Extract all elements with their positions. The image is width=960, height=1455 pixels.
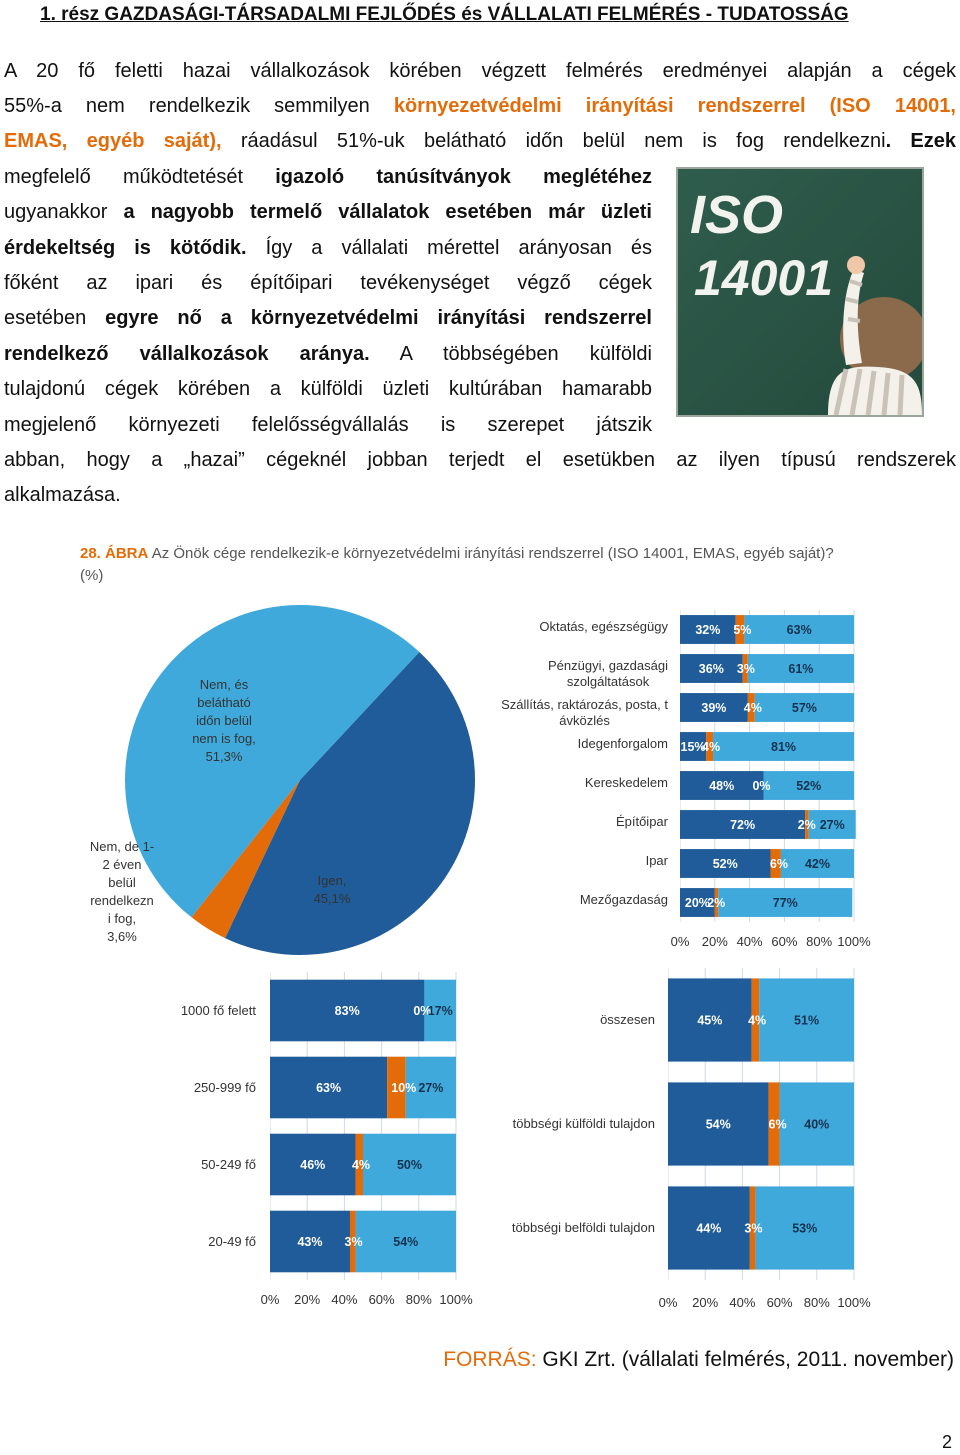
pie-label-line: Igen,: [317, 873, 347, 888]
data-label: 3%: [344, 1235, 363, 1249]
x-tick-label: 20%: [692, 1295, 719, 1310]
pie-label-line: nem is fog,: [192, 731, 256, 746]
x-tick-label: 80%: [405, 1292, 432, 1307]
data-label: 3%: [736, 662, 755, 676]
bold-run: érdekeltség is kötődik.: [4, 237, 247, 259]
figure-title: Az Önök cége rendelkezik-e környezetvédelmi irányítási rendszerrel (ISO 14001, EMAS, egyéb saját)?: [148, 545, 834, 562]
text-run: abban, hogy a „hazai” cégeknél jobban terjedt el esetükben az ilyen típusú rendszerek: [4, 449, 956, 471]
data-label: 6%: [769, 857, 788, 871]
text-line: [4, 372, 652, 407]
x-tick-label: 20%: [701, 934, 728, 949]
category-label-line: Kereskedelem: [584, 775, 668, 791]
pie-label-igen: [300, 872, 364, 908]
text-run: megfelelő működtetését: [4, 166, 276, 188]
pie-label-line: 45,1%: [313, 891, 351, 906]
x-tick-label: 0%: [670, 934, 690, 949]
data-label: 53%: [792, 1221, 818, 1236]
x-tick-label: 60%: [368, 1292, 395, 1307]
text-line: [4, 408, 652, 443]
category-label-line: Építőipar: [615, 814, 668, 830]
x-tick-label: 80%: [803, 1295, 830, 1310]
highlight-run: környezetvédelmi irányítási rendszerrel (ISO 14001,: [393, 95, 956, 117]
data-label: 40%: [804, 1117, 830, 1132]
source-text: GKI Zrt. (vállalati felmérés, 2011. november): [536, 1348, 954, 1371]
data-label: 15%: [680, 740, 706, 754]
category-label: [455, 1012, 655, 1028]
pie-label-line: 2 éven: [102, 857, 142, 872]
text-run: ráadásul 51%-uk belátható időn belül nem is fog rendelkezni: [221, 130, 886, 152]
pie-label-line: 51,3%: [205, 749, 243, 764]
chalkboard-illustration: [678, 169, 922, 415]
category-label-line: ávközlés: [559, 713, 610, 729]
data-label: 63%: [786, 623, 812, 637]
x-tick-label: 60%: [771, 934, 798, 949]
category-label: [501, 697, 668, 729]
text-line: [4, 266, 652, 301]
text-run: esetében: [4, 307, 106, 329]
data-label: 2%: [797, 818, 816, 832]
x-tick-label: 40%: [736, 934, 763, 949]
text-run: tulajdonú cégek körében a külföldi üzleti kultúrában hamarabb: [4, 378, 652, 400]
text-run: megjelenő környezeti felelősségvállalás is szerepet játszik: [4, 414, 652, 436]
category-label-line: 20-49 fő: [208, 1233, 256, 1249]
figure-unit: (%): [80, 567, 104, 584]
pie-label-line: időn belül: [196, 713, 252, 728]
data-label: 32%: [695, 623, 721, 637]
x-tick-label: 100%: [837, 1295, 871, 1310]
category-label: [468, 892, 668, 908]
child-hand: [847, 256, 865, 274]
text-line: [4, 160, 652, 195]
data-label: 63%: [316, 1081, 342, 1095]
category-label-line: Oktatás, egészségügy: [539, 619, 668, 635]
category-label-line: összesen: [600, 1012, 655, 1027]
data-label: 61%: [788, 662, 814, 676]
data-label: 4%: [351, 1158, 371, 1172]
data-label: 20%: [684, 896, 710, 910]
bold-run: . Ezek: [885, 130, 957, 152]
data-label: 72%: [730, 818, 756, 832]
text-line: [4, 89, 956, 124]
data-label: 27%: [418, 1081, 444, 1095]
category-label: [548, 658, 668, 690]
x-tick-label: 20%: [294, 1292, 321, 1307]
x-tick-label: 60%: [766, 1295, 793, 1310]
data-label: 50%: [396, 1158, 423, 1172]
category-label: [56, 1003, 256, 1019]
text-line: [4, 478, 956, 513]
category-label-line: többségi külföldi tulajdon: [512, 1116, 655, 1131]
text-run: ugyanakkor: [4, 201, 124, 223]
data-label: 43%: [297, 1235, 323, 1249]
chalk-text-14001: 14001: [694, 250, 834, 306]
data-label: 45%: [697, 1013, 723, 1028]
x-tick-label: 40%: [729, 1295, 756, 1310]
text-run: főként az ipari és építőipari tevékenységet végző cégek: [4, 272, 652, 294]
data-label: 51%: [794, 1013, 820, 1028]
data-label: 39%: [701, 701, 727, 715]
data-label: 57%: [791, 701, 817, 715]
category-label: [468, 736, 668, 752]
bold-run: rendelkező vállalkozások aránya.: [4, 343, 370, 365]
data-label: 17%: [427, 1004, 453, 1018]
source-note: [443, 1348, 954, 1372]
category-label: [56, 1080, 256, 1096]
category-label: [455, 1116, 655, 1132]
text-line: [4, 231, 652, 266]
data-label: 4%: [702, 740, 721, 754]
bold-run: egyre nő a környezetvédelmi irányítási rendszerrel: [105, 307, 652, 329]
data-label: 6%: [768, 1117, 787, 1132]
category-label-line: Szállítás, raktározás, posta, t: [501, 697, 668, 713]
text-line: [4, 301, 652, 336]
category-label: [468, 775, 668, 791]
iso-chalkboard-photo: [676, 167, 924, 417]
data-label: 27%: [819, 818, 845, 832]
category-label: [468, 619, 668, 635]
x-tick-label: 0%: [260, 1292, 280, 1307]
data-label: 36%: [698, 662, 724, 676]
text-run: Így a vállalati mérettel arányosan és: [246, 237, 652, 259]
category-label: [56, 1157, 256, 1173]
figure-number: 28. ÁBRA: [80, 545, 149, 562]
category-label-line: Ipar: [645, 853, 668, 869]
page-heading: 1. rész GAZDASÁGI-TÁRSADALMI FEJLŐDÉS és VÁLLALATI FELMÉRÉS - TUDATOSSÁG: [40, 4, 849, 25]
data-label: 0%: [752, 779, 771, 793]
chalk-text-iso: ISO: [690, 185, 784, 245]
data-label: 81%: [771, 740, 797, 754]
category-label-line: többségi belföldi tulajdon: [511, 1220, 655, 1235]
pie-label-line: Nem, és: [199, 677, 249, 692]
category-label: [56, 1234, 256, 1250]
data-label: 42%: [804, 857, 830, 871]
pie-label-line: Nem, de 1-: [89, 839, 155, 854]
category-label-line: szolgáltatások: [566, 674, 650, 690]
data-label: 0%: [413, 1004, 432, 1018]
data-label: 44%: [696, 1221, 722, 1236]
data-label: 54%: [393, 1235, 419, 1249]
category-label-line: Idegenforgalom: [577, 736, 668, 752]
source-label: FORRÁS:: [443, 1348, 537, 1371]
stacked-bar-chart-sector: [680, 610, 856, 924]
pie-label-nem-es: [178, 676, 270, 766]
figure-caption: [80, 543, 834, 587]
pie-label-line: belül: [108, 875, 136, 890]
category-label-line: 1000 fő felett: [180, 1002, 256, 1018]
pie-label-line: rendelkezn: [90, 893, 154, 908]
category-label: [468, 814, 668, 830]
data-label: 48%: [709, 779, 735, 793]
text-line: [4, 443, 956, 478]
data-label: 83%: [334, 1004, 360, 1018]
data-label: 4%: [748, 1013, 767, 1028]
data-label: 52%: [796, 779, 822, 793]
category-label-line: Pénzügyi, gazdasági: [548, 658, 668, 674]
text-line: [4, 195, 652, 230]
text-line: [4, 124, 956, 159]
x-tick-label: 0%: [658, 1295, 678, 1310]
stacked-bar-chart-owner: [668, 968, 856, 1282]
x-tick-label: 100%: [439, 1292, 473, 1307]
pie-label-line: 3,6%: [107, 929, 137, 944]
category-label-line: 50-249 fő: [201, 1156, 256, 1172]
x-tick-label: 100%: [837, 934, 871, 949]
data-label: 3%: [744, 1221, 763, 1236]
data-label: 52%: [712, 857, 738, 871]
text-run: A többségében külföldi: [369, 343, 652, 365]
bold-run: igazoló tanúsítványok meglétéhez: [275, 166, 652, 188]
category-label-line: Mezőgazdaság: [579, 892, 668, 908]
text-line: [4, 54, 956, 89]
category-label: [468, 853, 668, 869]
x-tick-label: 40%: [331, 1292, 358, 1307]
x-tick-label: 80%: [806, 934, 833, 949]
data-label: 4%: [743, 701, 762, 715]
data-label: 5%: [733, 623, 752, 637]
pie-label-line: belátható: [197, 695, 251, 710]
text-run: 55%-a nem rendelkezik semmilyen: [4, 95, 394, 117]
highlight-run: EMAS, egyéb saját),: [4, 130, 222, 152]
data-label: 54%: [705, 1117, 731, 1132]
text-run: A 20 fő feletti hazai vállalkozások körében végzett felmérés eredményei alapján a cégek: [4, 60, 956, 82]
pie-label-nem-de: [82, 838, 162, 946]
category-label: [455, 1220, 655, 1236]
data-label: 77%: [772, 896, 798, 910]
stacked-bar-chart-size: [270, 972, 458, 1282]
pie-label-line: i fog,: [107, 911, 137, 926]
text-line: [4, 337, 652, 372]
data-label: 10%: [391, 1081, 417, 1095]
text-run: alkalmazása.: [4, 484, 121, 506]
data-label: 46%: [300, 1158, 326, 1172]
bold-run: a nagyobb termelő vállalatok esetében már üzleti: [123, 201, 652, 223]
data-label: 2%: [707, 896, 726, 910]
category-label-line: 250-999 fő: [193, 1079, 256, 1095]
page-number: 2: [941, 1432, 952, 1452]
